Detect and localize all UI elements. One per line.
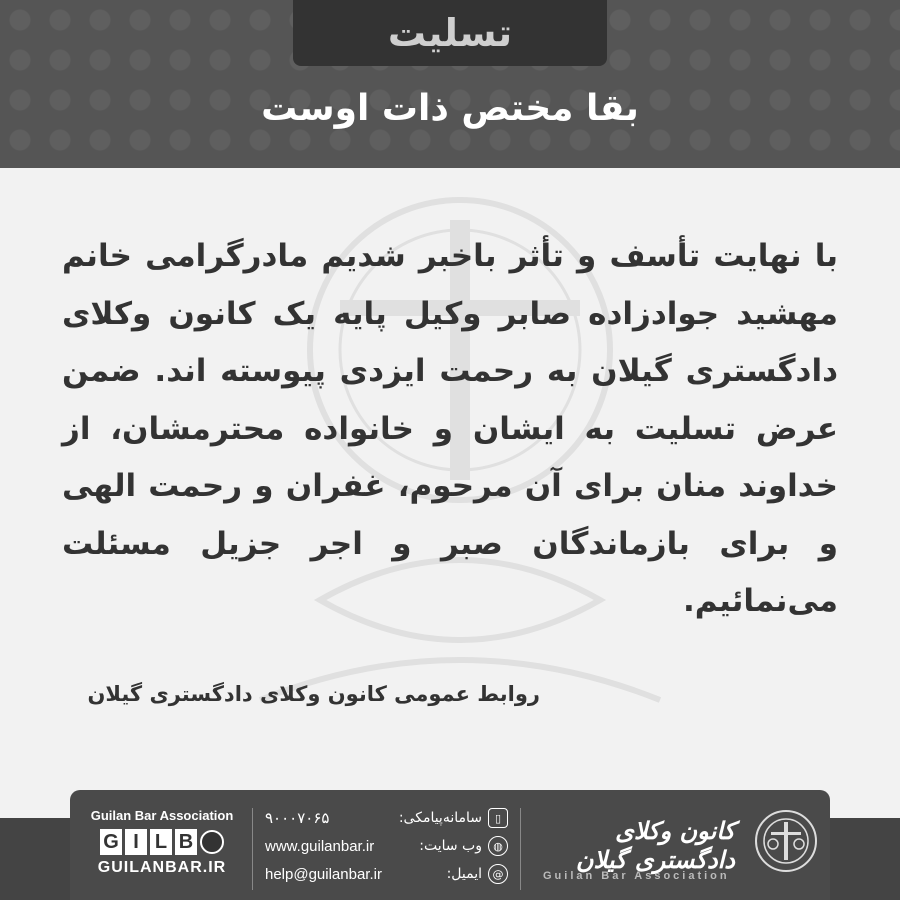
signature: روابط عمومی کانون وکلای دادگستری گیلان [87, 682, 540, 706]
gilb-logo [82, 829, 242, 855]
header-subtitle: بقا مختص ذات اوست [261, 88, 639, 129]
email-label: ایمیل: [446, 866, 482, 882]
logo-text-en: Guilan Bar Association [543, 870, 730, 882]
email-link[interactable]: help@guilanbar.ir [265, 865, 382, 883]
gilb-letter: G [100, 829, 122, 855]
gilb-letter: B [175, 829, 197, 855]
gilb-letter: I [125, 829, 147, 855]
divider [252, 808, 253, 890]
gilb-letter: L [150, 829, 172, 855]
condolence-message: با نهایت تأسف و تأثر باخبر شدیم مادرگرامی خانم مهشید جوادزاده صابر وکیل پایه یک کانون وکلای دادگستری گیلان به رحمت ایزدی پیوسته اند. ضمن عرض تسلیت به ایشان و خانواده محترمشان، از خداوند منان برای آن مرحوم، غفران و رحمت الهی و برای بازماندگان صبر و اجر جزیل مسئلت می‌نمائیم. [62, 238, 838, 619]
website-label: وب سایت: [419, 838, 482, 854]
contact-row-web [265, 832, 515, 860]
globe-icon: ◍ [488, 836, 508, 856]
sms-number: ۹۰۰۰۷۰۶۵ [265, 810, 330, 827]
sms-label: سامانه‌پیامکی: [398, 810, 482, 826]
footer-panel [70, 790, 830, 900]
at-icon: @ [488, 864, 508, 884]
emblem-seal-icon [753, 808, 819, 874]
header-banner [0, 0, 900, 168]
contact-row-sms [265, 804, 515, 832]
seal-icon [200, 830, 224, 854]
website-caps: GUILANBAR.IR [97, 859, 227, 876]
gilb-block [82, 808, 242, 877]
assoc-name-en: Guilan Bar Association [90, 808, 234, 823]
mobile-icon: ▯ [488, 808, 508, 828]
logo-text-fa: کانون وکلای دادگستری گیلان [575, 816, 735, 874]
title-tab [293, 0, 607, 66]
divider [520, 808, 521, 890]
website-link[interactable]: www.guilanbar.ir [265, 837, 375, 855]
tab-title: تسلیت [387, 11, 513, 55]
contact-list [265, 804, 515, 888]
contact-row-email [265, 860, 515, 888]
